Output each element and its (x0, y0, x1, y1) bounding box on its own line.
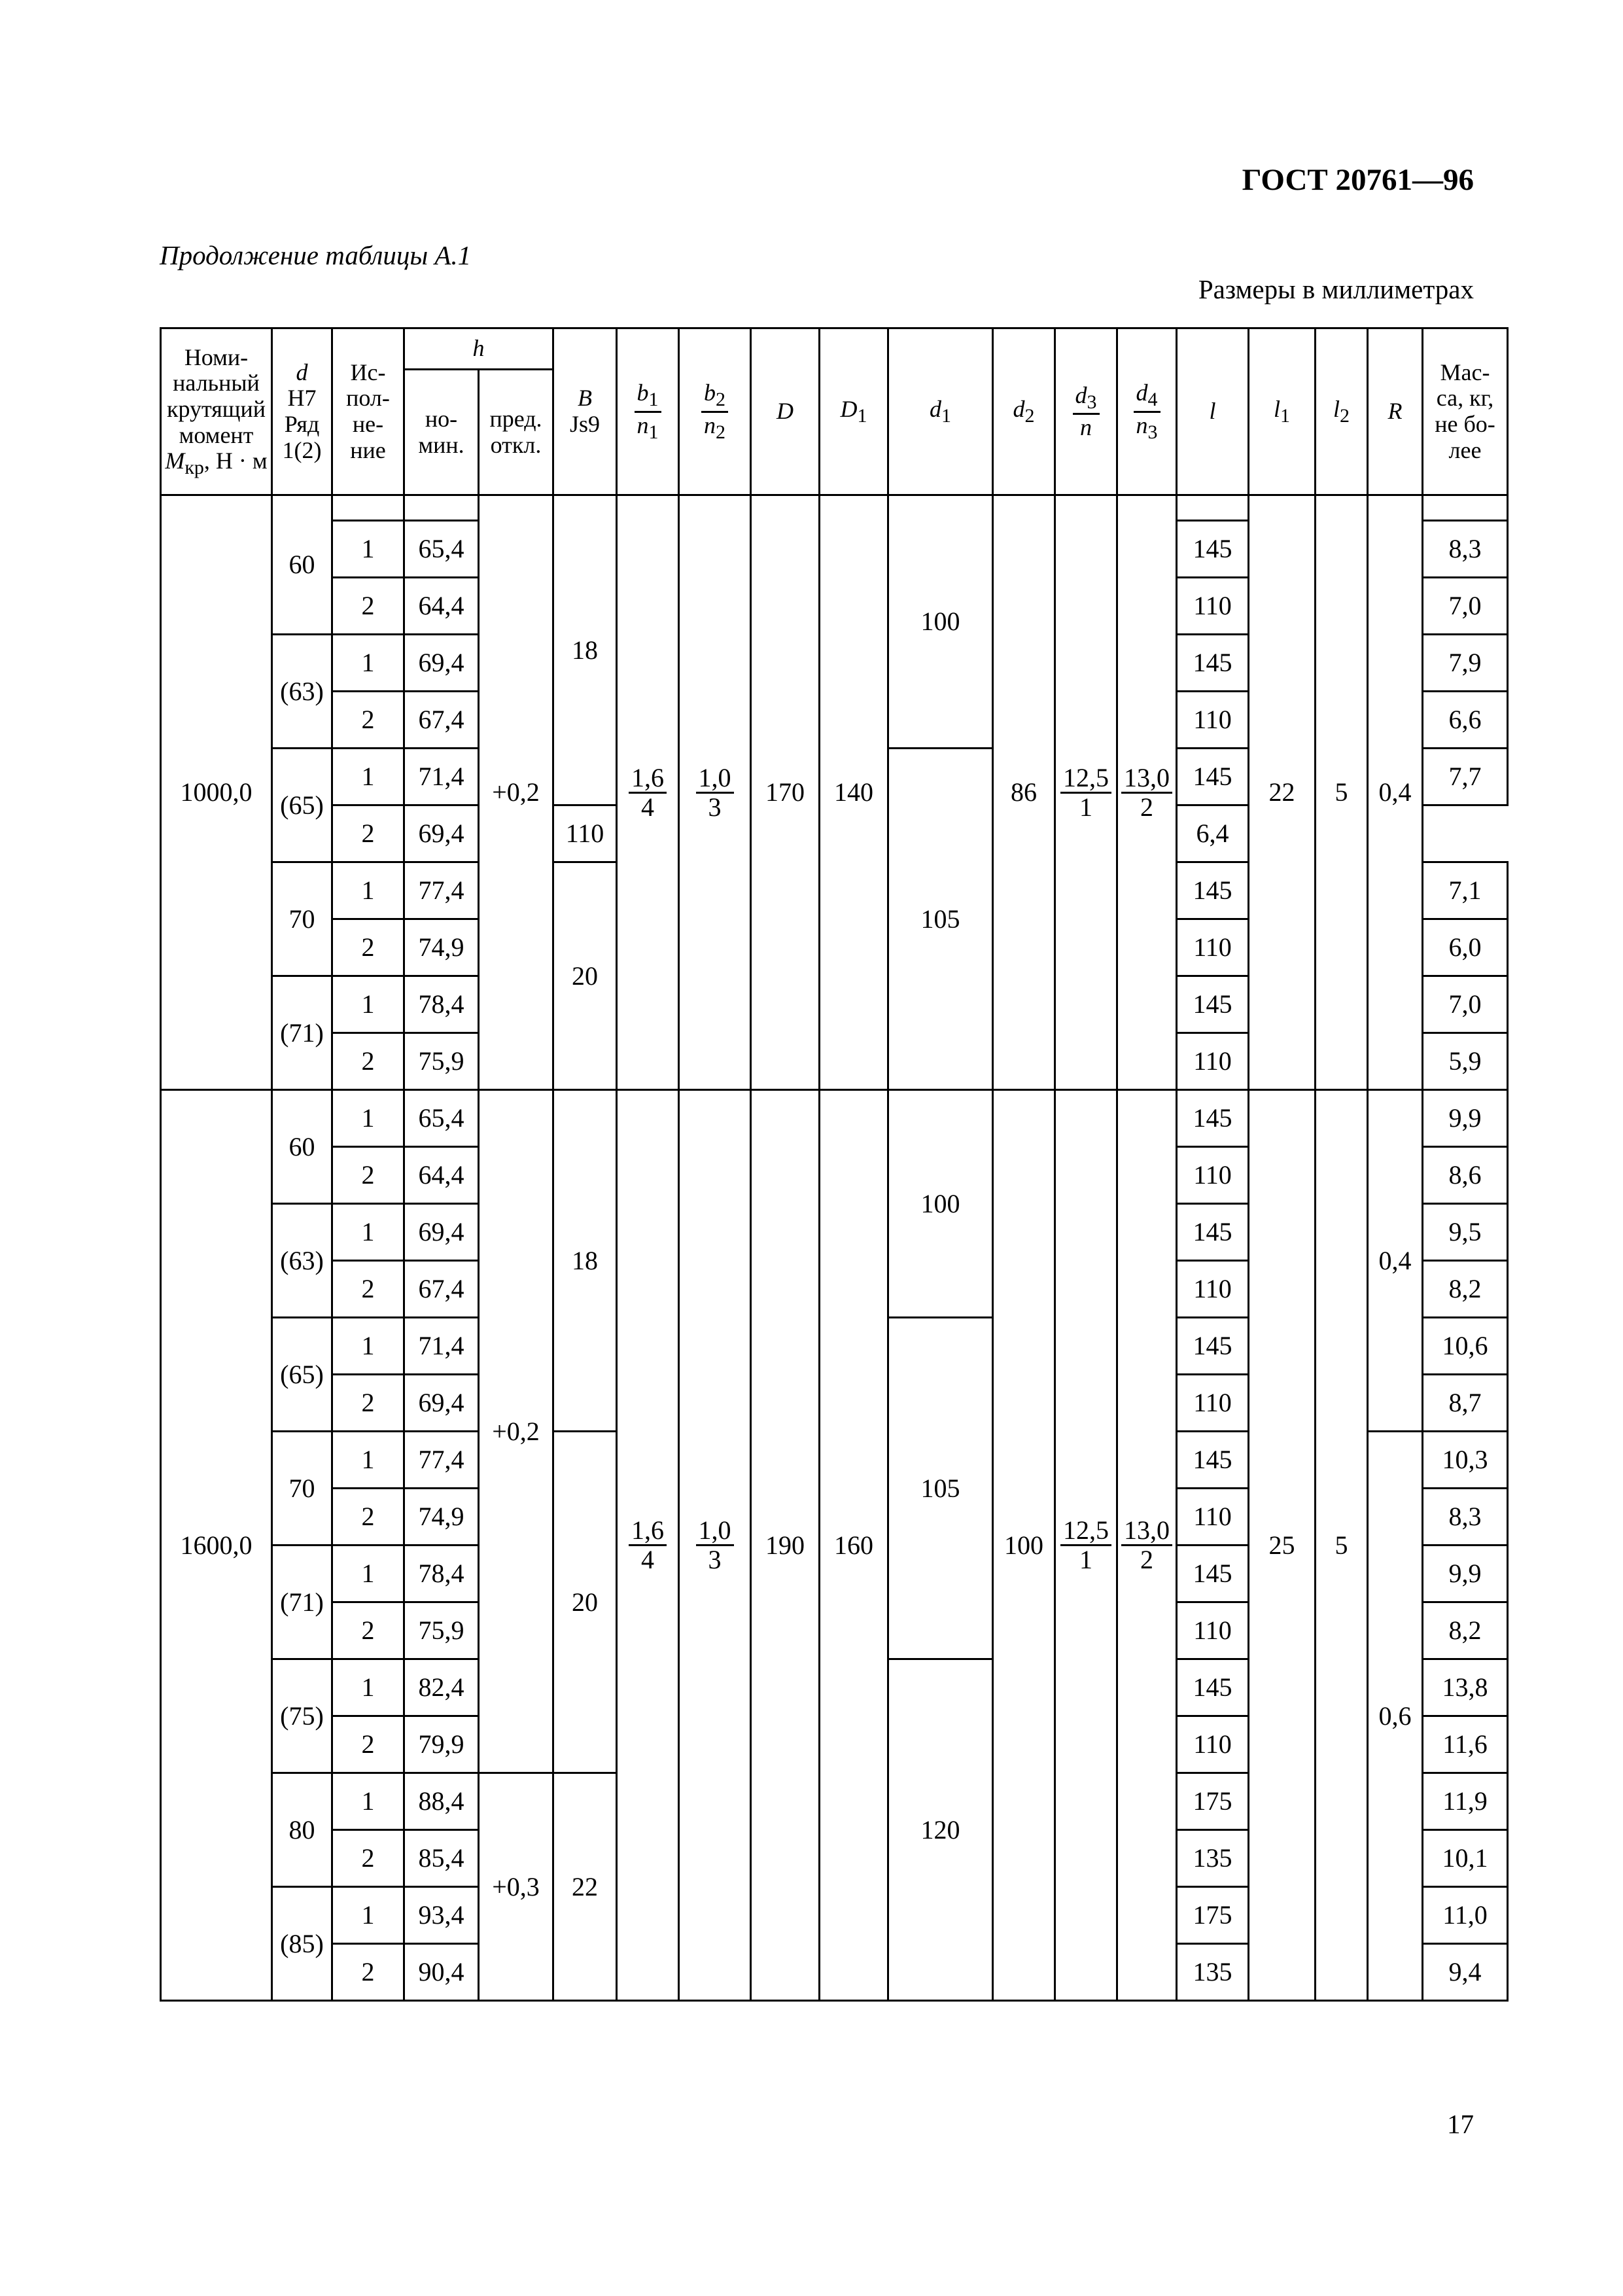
cell-d: (65) (272, 749, 332, 862)
cell-d3-n: $\frac{12,5}{1}$ (1055, 1090, 1117, 2001)
cell-l: 110 (1177, 1716, 1249, 1773)
cell-execution: 1 (332, 1204, 404, 1261)
cell-h-nominal: 64,4 (404, 578, 479, 635)
cell-h-nominal: 69,4 (404, 635, 479, 692)
cell-h-nominal: 82,4 (404, 1659, 479, 1716)
header-d1: $d_1$ (888, 328, 993, 495)
cell-D: 170 (751, 495, 820, 1090)
cell-b2-n2: $\frac{1,0}{3}$ (679, 495, 751, 1090)
cell-d: (75) (272, 1659, 332, 1773)
cell-h-nominal: 79,9 (404, 1716, 479, 1773)
cell-d4-n3: $\frac{13,0}{2}$ (1117, 1090, 1177, 2001)
cell-l: 145 (1177, 1090, 1249, 1147)
cell-B: 18 (553, 1090, 617, 1432)
header-d4-n3: $\frac{d_4}{n_3}$ (1117, 328, 1177, 495)
cell-l: 175 (1177, 1773, 1249, 1830)
header-R: R (1368, 328, 1423, 495)
cell-h-nominal: 65,4 (404, 521, 479, 578)
cell-d1: 100 (888, 1090, 993, 1318)
cell-d: (63) (272, 635, 332, 749)
cell-d: 60 (272, 495, 332, 635)
cell-l: 110 (1177, 1602, 1249, 1659)
cell-b2-n2: $\frac{1,0}{3}$ (679, 1090, 751, 2001)
table-container (160, 327, 1495, 2073)
cell-h-nominal: 65,4 (404, 1090, 479, 1147)
cell-d: (71) (272, 1545, 332, 1659)
header-mass: Мас- са, кг, не бо- лее (1423, 328, 1508, 495)
table-caption: Продолжение таблицы А.1 (160, 240, 472, 270)
cell-D: 190 (751, 1090, 820, 2001)
cell-d4-n3: $\frac{13,0}{2}$ (1117, 495, 1177, 1090)
cell-execution: 1 (332, 1432, 404, 1489)
cell-mass: 10,3 (1423, 1432, 1508, 1489)
cell-mass: 6,6 (1423, 692, 1508, 749)
units-note: Размеры в миллиметрах (1198, 274, 1474, 304)
cell-l: 145 (1177, 1659, 1249, 1716)
header-h: h (404, 328, 553, 370)
cell-h-nominal: 67,4 (404, 692, 479, 749)
cell-l: 110 (553, 805, 617, 862)
cell-mass: 11,9 (1423, 1773, 1508, 1830)
cell-h-nominal: 64,4 (404, 1147, 479, 1204)
cell-mass: 7,0 (1423, 976, 1508, 1033)
cell-mass: 7,9 (1423, 635, 1508, 692)
header-B: B Js9 (553, 328, 617, 495)
cell-l: 145 (1177, 1432, 1249, 1489)
cell-h-deviation: +0,3 (479, 1773, 553, 2001)
cell-mass: 10,1 (1423, 1830, 1508, 1887)
cell-execution: 1 (332, 1773, 404, 1830)
cell-D1: 160 (820, 1090, 888, 2001)
header-d2: $d_2$ (993, 328, 1055, 495)
cell-h-nominal: 75,9 (404, 1033, 479, 1090)
header-torque: Номи- нальный крутящий момент $M_{кр}$, Н · м (161, 328, 272, 495)
cell-mass: 8,7 (1423, 1375, 1508, 1432)
cell-R: 0,4 (1368, 1090, 1423, 1432)
cell-execution: 1 (332, 521, 404, 578)
cell-l: 145 (1177, 635, 1249, 692)
header-l1: $l_1$ (1249, 328, 1316, 495)
cell-h-nominal: 75,9 (404, 1602, 479, 1659)
cell-mass: 6,0 (1423, 919, 1508, 976)
page-number: 17 (1447, 2109, 1474, 2139)
header-b1-n1: $\frac{b_1}{n_1}$ (617, 328, 679, 495)
cell-d: 60 (272, 1090, 332, 1204)
cell-execution: 1 (332, 749, 404, 805)
cell-h-nominal: 90,4 (404, 1944, 479, 2001)
cell-execution: 1 (332, 1545, 404, 1602)
cell-execution: 2 (332, 1375, 404, 1432)
cell-l: 110 (1177, 1033, 1249, 1090)
cell-l2: 5 (1316, 495, 1368, 1090)
cell-h-nominal: 93,4 (404, 1887, 479, 1944)
cell-mass: 11,0 (1423, 1887, 1508, 1944)
header-execution: Ис- пол- не- ние (332, 328, 404, 495)
cell-l: 110 (1177, 1489, 1249, 1545)
header-d3-n: $\frac{d_3}{n}$ (1055, 328, 1117, 495)
cell-d: (65) (272, 1318, 332, 1432)
cell-d3-n: $\frac{12,5}{1}$ (1055, 495, 1117, 1090)
cell-h-nominal: 77,4 (404, 1432, 479, 1489)
cell-b1-n1: $\frac{1,6}{4}$ (617, 495, 679, 1090)
cell-l: 145 (1177, 521, 1249, 578)
cell-mass: 7,0 (1423, 578, 1508, 635)
cell-l: 110 (1177, 919, 1249, 976)
cell-mass: 8,2 (1423, 1261, 1508, 1318)
cell-mass: 5,9 (1423, 1033, 1508, 1090)
cell-d1: 105 (888, 1318, 993, 1659)
cell-execution: 1 (332, 635, 404, 692)
cell-b1-n1: $\frac{1,6}{4}$ (617, 1090, 679, 2001)
cell-mass: 8,3 (1423, 521, 1508, 578)
header-h-deviation: пред. откл. (479, 370, 553, 495)
cell-h-nominal: 69,4 (404, 1375, 479, 1432)
header-D1: $D_1$ (820, 328, 888, 495)
cell-h-deviation: +0,2 (479, 495, 553, 1090)
cell-d: (63) (272, 1204, 332, 1318)
cell-h-nominal: 67,4 (404, 1261, 479, 1318)
cell-l: 110 (1177, 1375, 1249, 1432)
cell-B: 20 (553, 862, 617, 1090)
cell-d: (85) (272, 1887, 332, 2001)
cell-l1: 22 (1249, 495, 1316, 1090)
cell-d: 70 (272, 862, 332, 976)
header-l: l (1177, 328, 1249, 495)
cell-h-nominal: 74,9 (404, 1489, 479, 1545)
cell-mass: 8,2 (1423, 1602, 1508, 1659)
cell-mass: 10,6 (1423, 1318, 1508, 1375)
cell-R: 0,6 (1368, 1432, 1423, 2001)
cell-mass: 9,9 (1423, 1090, 1508, 1147)
cell-h-deviation: +0,2 (479, 1090, 553, 1773)
cell-d1: 120 (888, 1659, 993, 2001)
cell-B: 22 (553, 1773, 617, 2001)
cell-mass: 6,4 (1177, 805, 1249, 862)
cell-execution: 1 (332, 1090, 404, 1147)
cell-l: 145 (1177, 976, 1249, 1033)
cell-l2: 5 (1316, 1090, 1368, 2001)
cell-h-nominal: 77,4 (404, 862, 479, 919)
cell-mass: 8,3 (1423, 1489, 1508, 1545)
header-h-nominal: но- мин. (404, 370, 479, 495)
table-row (161, 1090, 1508, 1147)
cell-mass: 7,7 (1423, 749, 1508, 805)
cell-execution: 2 (332, 1489, 404, 1545)
cell-mass: 7,1 (1423, 862, 1508, 919)
cell-d1: 105 (888, 749, 993, 1090)
cell-execution: 2 (332, 919, 404, 976)
cell-execution: 2 (332, 805, 404, 862)
cell-h-nominal: 74,9 (404, 919, 479, 976)
cell-h-nominal: 88,4 (404, 1773, 479, 1830)
cell-execution: 1 (332, 1318, 404, 1375)
cell-mass: 9,4 (1423, 1944, 1508, 2001)
cell-d: 80 (272, 1773, 332, 1887)
cell-execution: 1 (332, 1887, 404, 1944)
cell-h-nominal: 69,4 (404, 1204, 479, 1261)
cell-d: 70 (272, 1432, 332, 1545)
cell-mass: 13,8 (1423, 1659, 1508, 1716)
cell-h-nominal: 71,4 (404, 1318, 479, 1375)
cell-execution: 2 (332, 1944, 404, 2001)
document-standard-number: ГОСТ 20761—96 (1242, 163, 1474, 197)
cell-l1: 25 (1249, 1090, 1316, 2001)
cell-l: 145 (1177, 749, 1249, 805)
cell-R: 0,4 (1368, 495, 1423, 1090)
cell-l: 145 (1177, 1545, 1249, 1602)
cell-l: 110 (1177, 1261, 1249, 1318)
cell-execution: 2 (332, 1830, 404, 1887)
cell-h-nominal: 85,4 (404, 1830, 479, 1887)
cell-l: 175 (1177, 1887, 1249, 1944)
cell-execution: 2 (332, 1602, 404, 1659)
cell-mass: 9,9 (1423, 1545, 1508, 1602)
cell-execution: 2 (332, 1261, 404, 1318)
cell-mass: 8,6 (1423, 1147, 1508, 1204)
cell-h-nominal: 69,4 (404, 805, 479, 862)
cell-execution: 1 (332, 862, 404, 919)
cell-h-nominal: 78,4 (404, 1545, 479, 1602)
dimensions-table (160, 327, 1509, 2002)
cell-h-nominal: 78,4 (404, 976, 479, 1033)
cell-l: 110 (1177, 578, 1249, 635)
cell-d1: 100 (888, 495, 993, 749)
cell-torque: 1000,0 (161, 495, 272, 1090)
table-row (161, 495, 1508, 521)
cell-d2: 86 (993, 495, 1055, 1090)
cell-l: 145 (1177, 1204, 1249, 1261)
cell-d2: 100 (993, 1090, 1055, 2001)
cell-mass: 9,5 (1423, 1204, 1508, 1261)
cell-l: 145 (1177, 862, 1249, 919)
header-l2: $l_2$ (1316, 328, 1368, 495)
header-d: d H7 Ряд 1(2) (272, 328, 332, 495)
cell-torque: 1600,0 (161, 1090, 272, 2001)
cell-l: 110 (1177, 1147, 1249, 1204)
cell-execution: 2 (332, 692, 404, 749)
cell-mass: 11,6 (1423, 1716, 1508, 1773)
cell-l: 135 (1177, 1830, 1249, 1887)
cell-l: 145 (1177, 1318, 1249, 1375)
cell-execution: 1 (332, 1659, 404, 1716)
cell-B: 20 (553, 1432, 617, 1773)
cell-D1: 140 (820, 495, 888, 1090)
cell-execution: 2 (332, 1147, 404, 1204)
cell-B: 18 (553, 495, 617, 805)
cell-l: 110 (1177, 692, 1249, 749)
cell-execution: 1 (332, 976, 404, 1033)
header-b2-n2: $\frac{b_2}{n_2}$ (679, 328, 751, 495)
cell-execution: 2 (332, 578, 404, 635)
cell-execution: 2 (332, 1716, 404, 1773)
cell-execution: 2 (332, 1033, 404, 1090)
cell-l: 135 (1177, 1944, 1249, 2001)
cell-h-nominal: 71,4 (404, 749, 479, 805)
cell-d: (71) (272, 976, 332, 1090)
header-D: D (751, 328, 820, 495)
